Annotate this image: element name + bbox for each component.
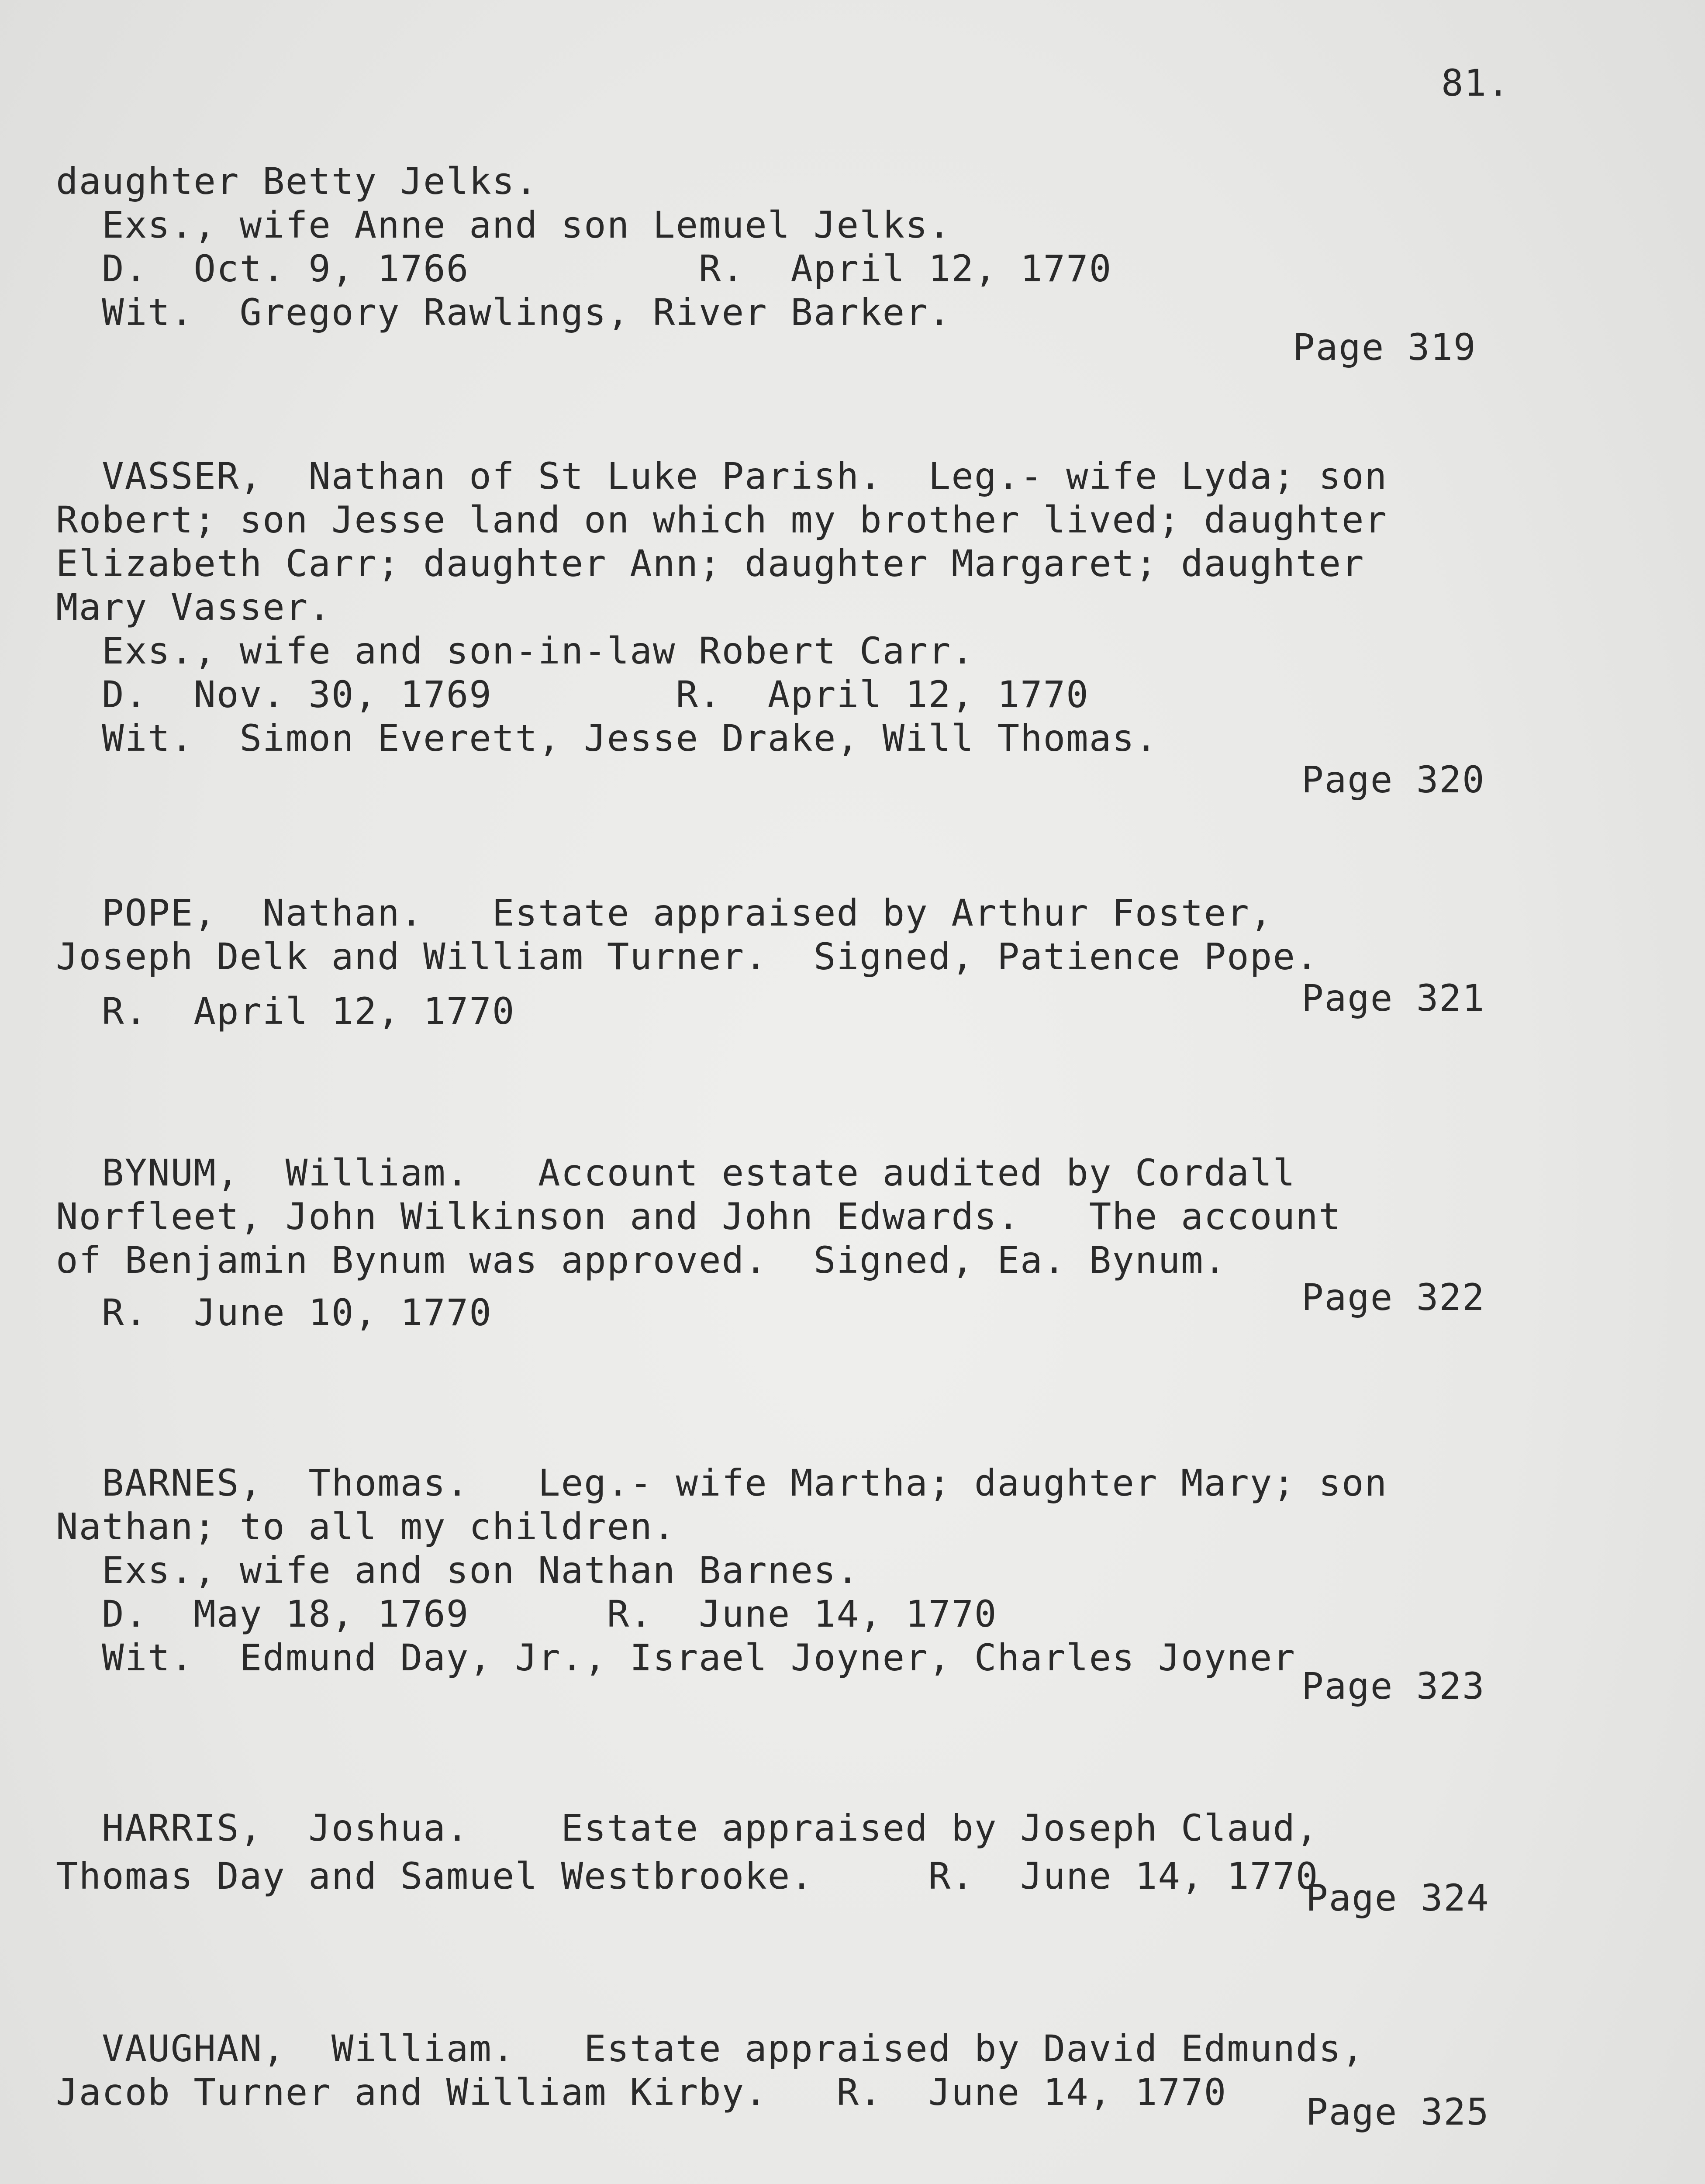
entry-line: VAUGHAN, William. Estate appraised by David Edmunds, (56, 2027, 1365, 2070)
entry-line: D. May 18, 1769 R. June 14, 1770 (56, 1593, 997, 1635)
page-reference: Page 321 (1301, 977, 1485, 1019)
entry-line: Joseph Delk and William Turner. Signed, Patience Pope. (56, 935, 1319, 978)
entry-line: R. June 10, 1770 (56, 1291, 492, 1334)
entry-line: BYNUM, William. Account estate audited by Cordall (56, 1151, 1296, 1194)
entry-line: Jacob Turner and William Kirby. R. June 14, 1770 (56, 2071, 1227, 2114)
entry-line: HARRIS, Joshua. Estate appraised by Joseph Claud, (56, 1807, 1319, 1849)
entry-line: VASSER, Nathan of St Luke Parish. Leg.- wife Lyda; son (56, 455, 1388, 498)
entry-line: daughter Betty Jelks. (56, 160, 538, 203)
entry-line: POPE, Nathan. Estate appraised by Arthur Foster, (56, 892, 1273, 934)
entry-line: D. Nov. 30, 1769 R. April 12, 1770 (56, 673, 1089, 716)
entry-line: D. Oct. 9, 1766 R. April 12, 1770 (56, 247, 1112, 290)
entry-line: Robert; son Jesse land on which my brother lived; daughter (56, 498, 1388, 541)
entry-line: Wit. Simon Everett, Jesse Drake, Will Thomas. (56, 717, 1158, 760)
entry-line: of Benjamin Bynum was approved. Signed, Ea. Bynum. (56, 1239, 1227, 1282)
entry-line: Exs., wife and son Nathan Barnes. (56, 1549, 860, 1592)
entry-line: BARNES, Thomas. Leg.- wife Martha; daughter Mary; son (56, 1462, 1388, 1504)
page-reference: Page 322 (1301, 1276, 1485, 1319)
entry-line: Elizabeth Carr; daughter Ann; daughter Margaret; daughter (56, 542, 1365, 585)
entry-line: R. April 12, 1770 (56, 990, 515, 1033)
entry-line: Nathan; to all my children. (56, 1505, 676, 1548)
page-reference: Page 319 (1293, 326, 1477, 369)
entry-line: Exs., wife Anne and son Lemuel Jelks. (56, 204, 952, 246)
entry-line: Mary Vasser. (56, 586, 331, 629)
entry-line: Thomas Day and Samuel Westbrooke. R. June 14, 1770 (56, 1855, 1319, 1897)
page-reference: Page 325 (1306, 2091, 1490, 2133)
page-reference: Page 323 (1301, 1665, 1485, 1707)
page-reference: Page 324 (1306, 1876, 1490, 1919)
page-reference: Page 320 (1301, 758, 1485, 801)
page-number: 81. (1441, 62, 1510, 104)
entry-line: Exs., wife and son-in-law Robert Carr. (56, 629, 974, 672)
entry-line: Wit. Edmund Day, Jr., Israel Joyner, Charles Joyner (56, 1636, 1296, 1679)
entry-line: Wit. Gregory Rawlings, River Barker. (56, 291, 952, 334)
entry-line: Norfleet, John Wilkinson and John Edwards. The account (56, 1195, 1342, 1238)
